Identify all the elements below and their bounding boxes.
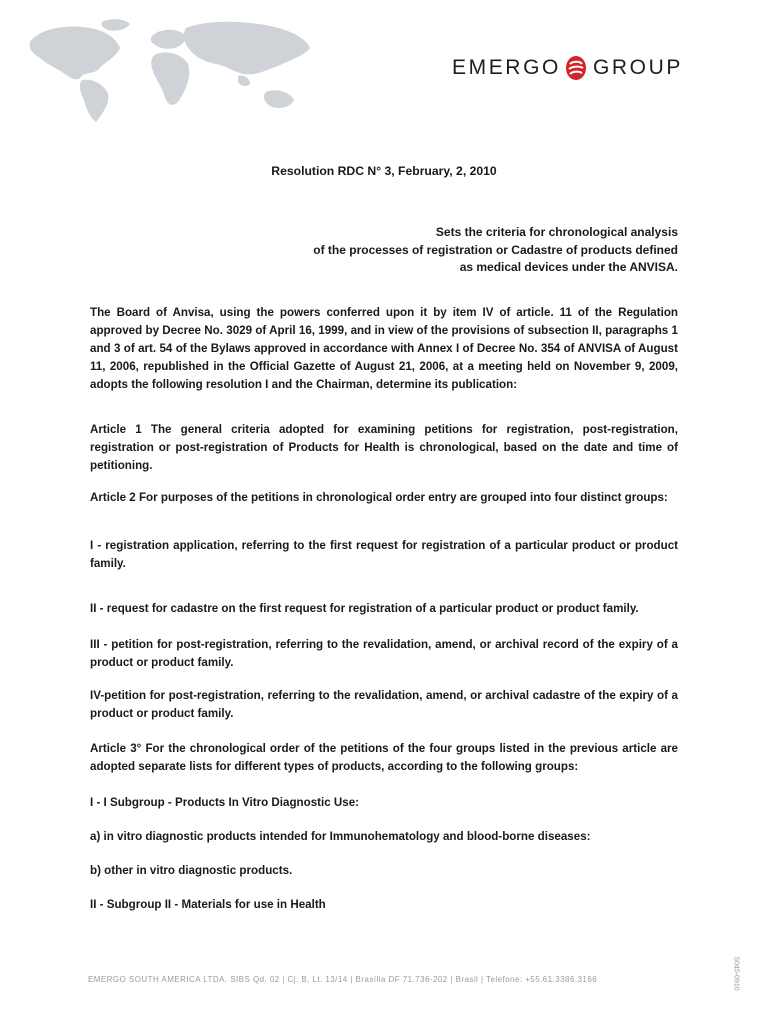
footer-address: EMERGO SOUTH AMERICA LTDA. SIBS Qd. 02 | Cj. B, Lt. 13/14 | Brasília DF 71.736-202 | Brasil | Telefone: +55.61.3386.3166 <box>88 975 598 984</box>
document-title: Resolution RDC N° 3, February, 2, 2010 <box>271 164 497 178</box>
item-i-paragraph: I - registration application, referring to the first request for registration of a particular product or product family. <box>90 539 678 570</box>
logo-text-right: GROUP <box>592 56 683 79</box>
article-1-paragraph: Article 1 The general criteria adopted for examining petitions for registration, post-registration, registration or post-registration of Products for Health is chronological, based on the date and time of petitioning. <box>90 423 678 472</box>
subtitle-line: Sets the criteria for chronological analysis <box>435 225 678 239</box>
emergo-group-logo <box>452 52 683 84</box>
subgroup-i-paragraph: I - I Subgroup - Products In Vitro Diagnostic Use: <box>90 796 360 809</box>
item-a-paragraph: a) in vitro diagnostic products intended for Immunohematology and blood-borne diseases: <box>90 830 591 843</box>
subtitle-line: as medical devices under the ANVISA. <box>459 260 678 274</box>
article-2-paragraph: Article 2 For purposes of the petitions in chronological order entry are grouped into four distinct groups: <box>90 491 668 504</box>
article-3-paragraph: Article 3° For the chronological order of the petitions of the four groups listed in the previous article are adopted separate lists for different types of products, according to the following groups: <box>90 742 678 773</box>
side-document-code <box>730 946 740 1006</box>
side-code-text: S045-0910 <box>732 956 740 991</box>
subgroup-ii-paragraph: II - Subgroup II - Materials for use in Health <box>90 898 326 911</box>
item-b-paragraph: b) other in vitro diagnostic products. <box>90 864 293 877</box>
item-iii-paragraph: III - petition for post-registration, referring to the revalidation, amend, or archival record of the expiry of a product or product family. <box>90 638 678 669</box>
item-iv-paragraph: IV-petition for post-registration, referring to the revalidation, amend, or archival cadastre of the expiry of a product or product family. <box>90 689 678 720</box>
world-map-watermark <box>20 14 320 124</box>
logo-text-left: EMERGO <box>452 56 561 79</box>
item-ii-paragraph: II - request for cadastre on the first request for registration of a particular product or product family. <box>90 602 639 615</box>
document-subtitle <box>258 224 678 277</box>
emergo-e-icon <box>565 55 587 81</box>
subtitle-line: of the processes of registration or Cadastre of products defined <box>313 242 678 257</box>
preamble-paragraph: The Board of Anvisa, using the powers conferred upon it by item IV of article. 11 of the Regulation approved by Decree No. 3029 of April 16, 1999, and in view of the provisions of subsection II, paragraphs 1 and 3 of art. 54 of the Bylaws approved in accordance with Annex I of Decree No. 354 of ANVISA of August 11, 2006, republished in the Official Gazette of August 21, 2006, at a meeting held on November 9, 2009, adopts the following resolution I and the Chairman, determine its publication: <box>90 306 678 391</box>
